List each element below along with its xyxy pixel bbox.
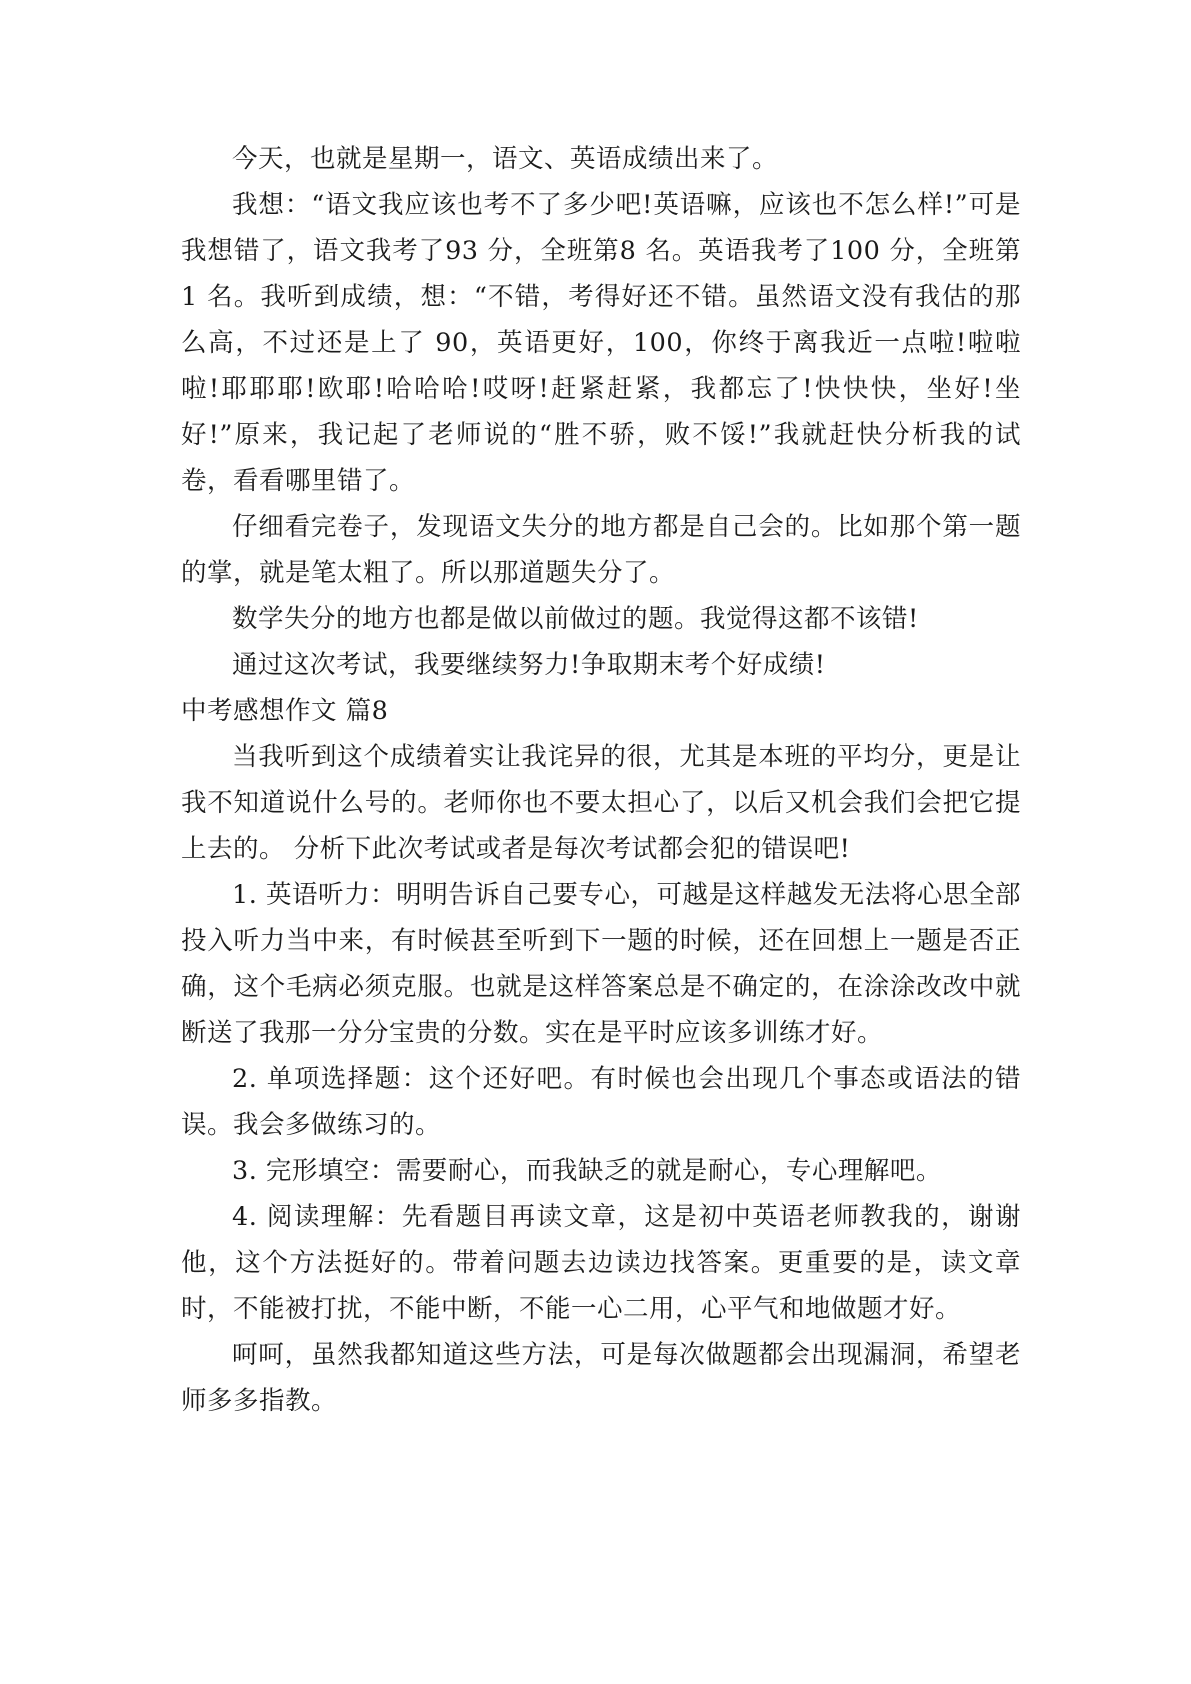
document-body (181, 136, 1021, 1424)
paragraph: 1. 英语听力：明明告诉自己要专心，可越是这样越发无法将心思全部投入听力当中来，有时候甚至听到下一题的时候，还在回想上一题是否正确，这个毛病必须克服。也就是这样答案总是不确定的，在涂涂改改中就断送了我那一分分宝贵的分数。实在是平时应该多训练才好。 (181, 880, 1021, 1048)
paragraph: 仔细看完卷子，发现语文失分的地方都是自己会的。比如那个第一题的掌，就是笔太粗了。所以那道题失分了。 (181, 512, 1021, 588)
paragraph: 4. 阅读理解：先看题目再读文章，这是初中英语老师教我的，谢谢他，这个方法挺好的。带着问题去边读边找答案。更重要的是，读文章时，不能被打扰，不能中断，不能一心二用，心平气和地做题才好。 (181, 1202, 1021, 1324)
paragraph: 3. 完形填空：需要耐心，而我缺乏的就是耐心，专心理解吧。 (232, 1156, 942, 1186)
paragraph: 2. 单项选择题：这个还好吧。有时候也会出现几个事态或语法的错误。我会多做练习的。 (181, 1064, 1021, 1140)
paragraph: 数学失分的地方也都是做以前做过的题。我觉得这都不该错! (232, 604, 919, 634)
paragraph: 通过这次考试，我要继续努力!争取期末考个好成绩! (232, 650, 826, 680)
paragraph: 今天，也就是星期一，语文、英语成绩出来了。 (232, 144, 779, 174)
paragraph: 呵呵，虽然我都知道这些方法，可是每次做题都会出现漏洞，希望老师多多指教。 (181, 1340, 1021, 1416)
section-title: 中考感想作文 篇8 (181, 696, 389, 726)
paragraph: 我想：“语文我应该也考不了多少吧!英语嘛，应该也不怎么样!”可是我想错了，语文我考了93 分，全班第8 名。英语我考了100 分，全班第 1 名。我听到成绩，想：“不错，考得好还不错。虽然语文没有我估的那么高，不过还是上了 90，英语更好，100，你终于离我近一点啦!啦啦啦!耶耶耶!欧耶!哈哈哈!哎呀!赶紧赶紧，我都忘了!快快快，坐好!坐好!”原来，我记起了老师说的“胜不骄，败不馁!”我就赶快分析我的试卷，看看哪里错了。 (181, 190, 1021, 496)
paragraph: 当我听到这个成绩着实让我诧异的很，尤其是本班的平均分，更是让我不知道说什么号的。老师你也不要太担心了，以后又机会我们会把它提上去的。 分析下此次考试或者是每次考试都会犯的错误吧! (181, 742, 1021, 864)
